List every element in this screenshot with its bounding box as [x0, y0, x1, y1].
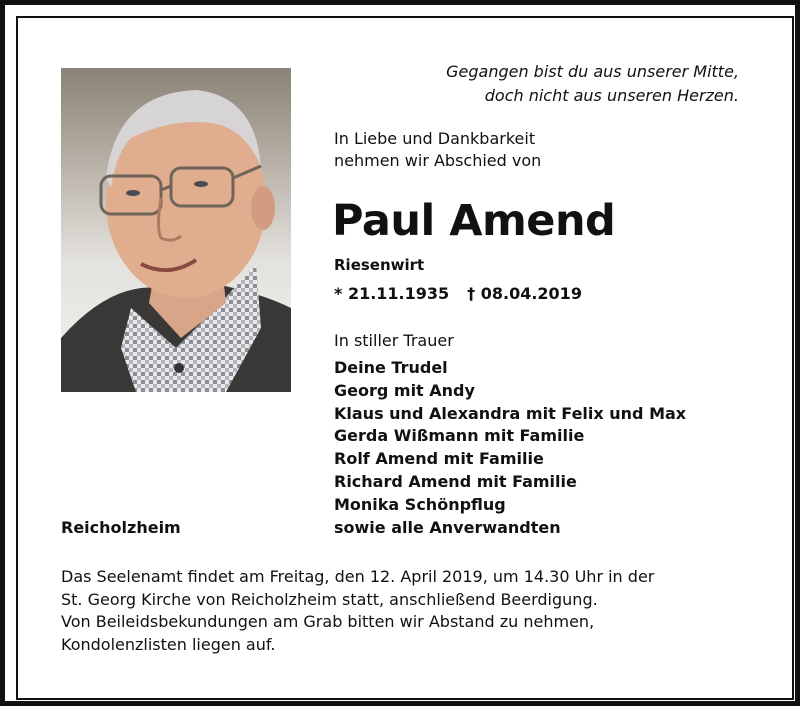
memorial-quote — [446, 60, 739, 108]
mourner-item: Gerda Wißmann mit Familie — [334, 426, 585, 446]
quote-line-1: Gegangen bist du aus unserer Mitte, — [446, 62, 739, 81]
notice-line: Von Beileidsbekundungen am Grab bitten wir Abstand zu nehmen, — [61, 612, 595, 631]
mourner-item: Richard Amend mit Familie — [334, 471, 577, 491]
notice-line: Das Seelenamt findet am Freitag, den 12. April 2019, um 14.30 Uhr in der — [61, 567, 655, 586]
mourner-item: Monika Schönpflug — [334, 494, 506, 514]
portrait-photo — [61, 68, 291, 392]
notice-line: Kondolenzlisten liegen auf. — [61, 634, 276, 654]
portrait-illustration — [61, 68, 291, 392]
mourning-label: In stiller Trauer — [334, 331, 454, 350]
notice-line: St. Georg Kirche von Reicholzheim statt, anschließend Beerdigung. — [61, 589, 598, 609]
intro-text — [334, 128, 541, 172]
deceased-name: Paul Amend — [332, 196, 616, 246]
birth-date: * 21.11.1935 — [334, 284, 450, 303]
mourner-item: Georg mit Andy — [334, 380, 475, 400]
mourner-item: Klaus und Alexandra mit Felix und Max — [334, 403, 687, 423]
quote-line-2: doch nicht aus unseren Herzen. — [484, 86, 739, 105]
deceased-occupation: Riesenwirt — [334, 256, 425, 274]
funeral-notice — [61, 566, 654, 656]
life-dates — [334, 282, 600, 306]
intro-line-1: In Liebe und Dankbarkeit — [334, 129, 536, 148]
place-name: Reicholzheim — [61, 518, 181, 537]
mourner-item: Deine Trudel — [334, 358, 448, 377]
mourner-item: sowie alle Anverwandten — [334, 517, 561, 537]
intro-line-2: nehmen wir Abschied von — [334, 151, 542, 170]
death-date: † 08.04.2019 — [467, 284, 582, 303]
mourners-list — [334, 357, 686, 539]
mourner-item: Rolf Amend mit Familie — [334, 449, 544, 469]
